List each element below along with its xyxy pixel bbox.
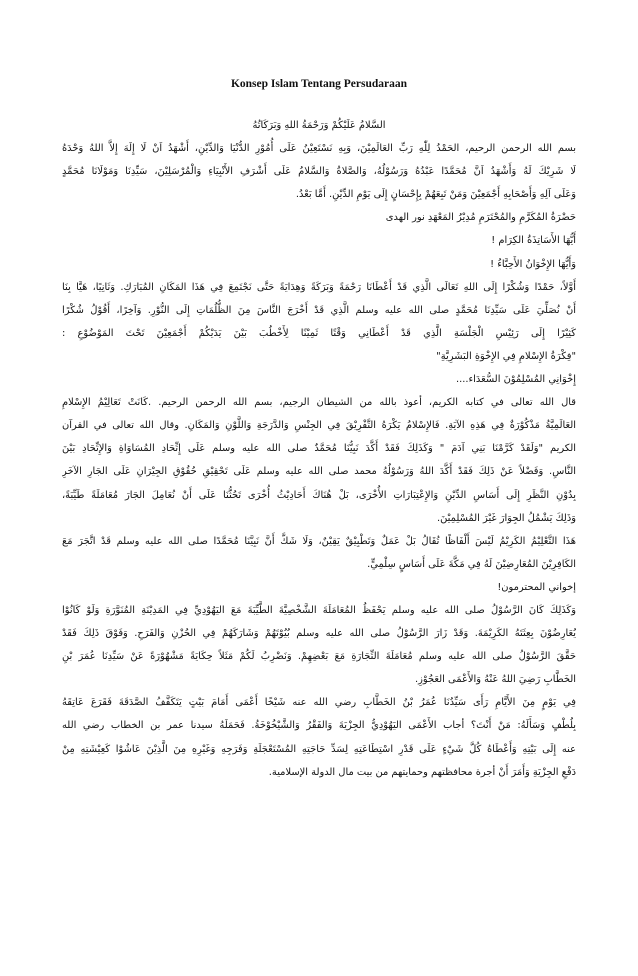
text-line: إِخْوَانِي المُسْلِمُوْنَ السُّعَدَاء.... [455, 374, 576, 386]
text-line: وَكَذَلِكَ كَانَ الرَّسُوْلُ صلى الله عليه وسلم يَحْفَظُ المُعَامَلَةَ الشَّخْصِيَّةَ الطَّيِّبَةَ مَعَ اليَهُوْدِيِّ فِي المَدِيْنَةِ المُنَوَّرَةِ وَلَوْ كَانُوْا [62, 604, 576, 616]
speech-body [62, 114, 576, 784]
text-line: النَّاسِ. وَفَضْلاً عَنْ ذَلِكَ فَقَدْ أَكَّدَ اللهُ وَرَسُوْلُهُ محمد صلى الله عليه وسلم عَلَى تَحْقِيْقِ حُقُوْقِ الجِيْرَانِ عَلَى الجَارِ الآخَرِ [62, 466, 576, 478]
text-line: الكريم "وَلَقَدْ كَرَّمْنَا بَنِي آدَمَ " وَكَذَلِكَ فَقَدْ أَكَّدَ نَبِيُّنَا مُحَمَّدٌ صلى الله عليه وسلم عَلَى إِتِّحَادِ المُسَاوَاةِ وَالإِتِّحَادِ بَيْنَ [62, 443, 576, 455]
text-line: وَعَلَى آلِهِ وَأَصْحَابِهِ أَجْمَعِيْنَ وَمَنْ تَبِعَهُمْ بِإِحْسَانٍ إِلَى يَوْمِ الدِّيْنِ. أَمَّا بَعْدُ. [295, 189, 576, 201]
text-line: الخَطَّابِ رَضِيَ اللهُ عَنْهُ وَالأَعْمَى العَجُوْزِ. [415, 674, 576, 686]
text-line: يُعَارِضُوْنَ بِعِثَتَهُ الكَرِيْمَةَ. وَقَدْ زَارَ الرَّسُوْلُ صلى الله عليه وسلم بُيُوْتَهُمْ وَشَارَكَهُمْ فِي الحُزْنِ وَالفَرَحِ. وَفَوْقَ ذَلِكَ فَقَدْ [62, 628, 576, 640]
text-line: لَا شَرِيْكَ لَهُ وَأَشْهَدُ اَنَّ مُحَمَّدًا عَبْدُهُ وَرَسُوْلُهُ، وَالصَّلاةُ وَالسَّلامُ عَلَى أَشْرَفِ الأَنْبِيَاءِ وَالْمُرْسَلِيْنَ، سَيِّدِنَا وَمَوْلَانَا مُحَمَّدٍ [62, 166, 576, 178]
text-line: كَثِيْرًا إِلَى رَئِيْسِ الْجَلْسَةِ الَّذِي قَدْ أَعْطَانِي وَقْتًا ثَمِيْنًا لِأَخْطُبَ بَيْنَ يَدَيْكُمْ أَجْمَعِيْنَ تَحْتَ المَوْضُوْعِ : [62, 327, 576, 339]
text-line: عنه إِلَى بَيْتِهِ وَأَعْطَاهُ كُلَّ شَيْءٍ عَلَى قَدْرِ اسْتِطَاعَتِهِ لِسَدِّ حَاجَتِهِ المُسْتَعْجَلَةِ وَفَرَجِهِ وَغَيْرِهِ مِنَ الَّذِيْنَ عَاشُوْا كَعِيْشَتِهِ مِنْ [62, 743, 576, 755]
text-line: هَذَا التَّعْلِيْمُ الكَرِيْمُ لَيْسَ أَلْفَاظًا تُقَالُ بَلْ عَمَلٌ وَتَطْبِيْقٌ يَقِيْنٌ، وَلَا شَكَّ أَنَّ نَبِيَّنَا مُحَمَّدًا صلى الله عليه وسلم قَدْ اتَّجَرَ مَعَ [62, 535, 576, 547]
text-line: العَالَمِيَّةُ مَذْكُوْرَةٌ فِي هَذِهِ الآيَةِ. فَالإِسْلامُ يَكْرَهُ التَّفْرِيْقَ فِي الجِنْسِ وَالدَّرَجَةِ وَاللَّوْنِ وَالمَكَانِ. وقال الله تعالى في القرآن [62, 420, 576, 432]
text-line: الكَافِرِيْنَ المُعَارِضِيْنَ لَهُ فِي مَكَّةَ عَلَى أَسَاسٍ سِلْمِيٍّ. [367, 558, 576, 570]
text-line: قال الله تعالى في كتابه الكريم، أعوذ بالله من الشيطان الرجيم، بسم الله الرحمن الرحيم. .كَانَتْ تَعَالِيْمُ الإِسْلامِ [62, 397, 576, 409]
text-line: حَضْرَةُ المُكَرَّمِ والمُحْتَرَمِ مُدِيْرُ المَعْهَدِ نور الهدى [385, 212, 576, 224]
text-line: حَقَّقَ الرَّسُوْلُ صلى الله عليه وسلم مُعَامَلَةَ التِّجَارَةِ مَعَ بَعْضِهِمْ. وَنَضْرِبُ لَكُمْ مَثَلاً حِكَايَةً مَشْهُوْرَةً عَنْ سَيِّدِنَا عُمَرَ بْنِ [62, 651, 576, 663]
text-line: بسم الله الرحمن الرحيم، الحَمْدُ لِلّٰهِ رَبِّ العَالَمِيْنَ، وَبِهِ نَسْتَعِيْنُ عَلَى أُمُوْرِ الدُّنْيَا وَالدِّيْنِ، أَشْهَدُ اَنْ لَا إِلَهَ إِلاَّ اللهُ وَحْدَهُ [62, 143, 576, 155]
text-line: "فِكْرَةُ الإِسْلامِ فِي الإِخْوَةِ البَشَرِيَّةِ" [436, 350, 576, 362]
text-line: فِي يَوْمٍ مِنَ الأَيَّامِ رَأَى سَيِّدُنَا عُمَرُ بْنُ الخَطَّابِ رضي الله عنه شَيْخًا أَعْمَى أَمَامَ بَيْتٍ يَتَكَفَّفُ الصَّدَقَةَ فَقَرَعَ عَاتِقَهُ [62, 697, 576, 709]
text-line: وَأَيُّهَا الإِخْوَانُ الأَحِبَّاءُ ! [490, 258, 576, 270]
text-line: أَوَّلاً، حَمْدًا وَشُكْرًا إِلَى اللهِ تَعَالَى الَّذِي قَدْ أَعْطَانَا رَحْمَةً وَبَرَكَةً وَهِدَايَةً حَتَّى نَجْتَمِعَ فِي هَذَا المَكَانِ المُبَارَكِ. وَثَانِيًا، هَيَّا بِنَا [62, 281, 576, 293]
text-line: وَذَلِكَ يَشْمُلُ الجِوَارَ غَيْرَ المُسْلِمِيْنَ. [436, 512, 576, 524]
text-line: دَفْعِ الجِزْيَةِ وَأَمَرَ أَنْ أجرة محافظتهم وحمايتهم من بيت مال الدولة الإسلامية. [268, 766, 576, 778]
text-line: السَّلامُ عَلَيْكُمْ وَرَحْمَةُ اللهِ وَبَرَكَاتُهُ [252, 120, 386, 131]
text-line: بِدُوْنِ النَّظَرِ إِلَى أَسَاسِ الدِّيْنِ وَالإِعْتِبَارَاتِ الأُخْرَى، بَلْ هُنَاكَ أَحَادِيْثُ أُخْرَى تَحُثُّنَا عَلَى أَنْ نُعَامِلَ الجَارَ مُعَامَلَةً طَيِّبَةً، [62, 489, 576, 501]
text-line: بِلُطْفٍ وَسَأَلَهُ: مَنْ أَنْتَ؟ أجاب الأَعْمَى اليَهُوْدِيُّ الجِزْيَةَ وَالفَقْرُ وَالشَّيْخُوْخَةُ. فَحَمَلَهُ سيدنا عمر بن الخطاب رضي الله [62, 720, 576, 732]
text-line: إخواني المحترمون! [497, 581, 576, 593]
text-line: أَنْ نُصَلِّيَ عَلَى سَيِّدِنَا مُحَمَّدٍ صلى الله عليه وسلم الَّذِي قَدْ أَخْرَجَ النَّاسَ مِنَ الظُّلُمَاتِ إِلَى النُّوْرِ. وَآخِرًا، أَقُوْلُ شُكْرًا [62, 304, 576, 316]
document-title: Konsep Islam Tentang Persudaraan [230, 78, 408, 90]
text-line: أَيُّهَا الأَسَاتِذَةُ الكِرَام ! [491, 235, 576, 247]
